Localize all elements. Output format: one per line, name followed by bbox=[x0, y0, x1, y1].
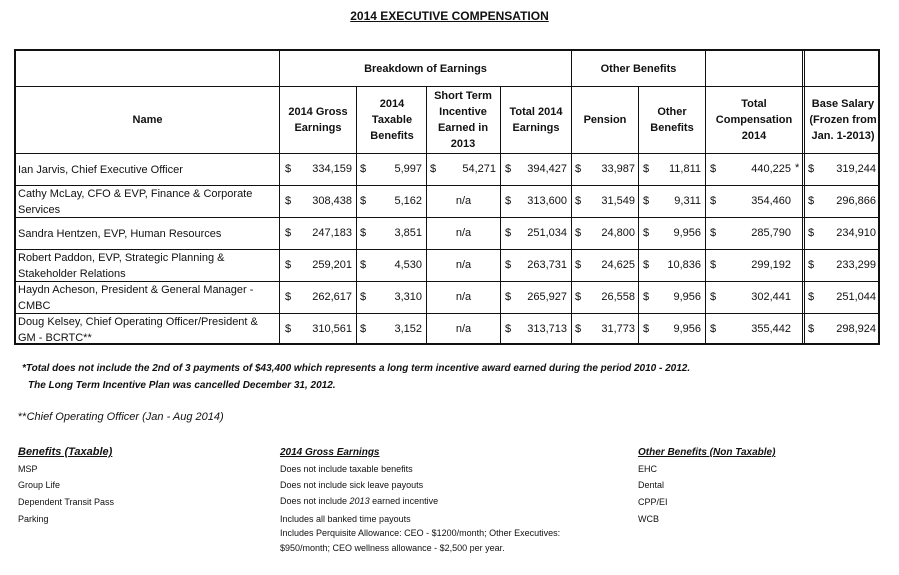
footnote-coo-text: Chief Operating Officer (Jan - Aug 2014) bbox=[26, 411, 224, 423]
currency-symbol: $ bbox=[643, 291, 650, 303]
currency-symbol: $ bbox=[505, 259, 512, 271]
legend-gross-item: Does not include sick leave payouts bbox=[280, 480, 424, 490]
cell-total-earnings: 313,600 bbox=[527, 195, 567, 207]
currency-symbol: $ bbox=[808, 227, 815, 239]
cell-taxable: 3,152 bbox=[394, 323, 422, 335]
cell-base: 251,044 bbox=[836, 291, 876, 303]
cell-not-applicable: n/a bbox=[455, 227, 472, 239]
currency-symbol: $ bbox=[505, 291, 512, 303]
currency-symbol: $ bbox=[285, 291, 292, 303]
currency-symbol: $ bbox=[575, 323, 582, 335]
legend-nontaxable-item: CPP/EI bbox=[638, 497, 668, 507]
currency-symbol: $ bbox=[710, 227, 717, 239]
cell-gross: 308,438 bbox=[312, 195, 352, 207]
currency-symbol: $ bbox=[710, 195, 717, 207]
executive-name: Ian Jarvis, Chief Executive Officer bbox=[18, 163, 183, 176]
cell-not-applicable: n/a bbox=[455, 195, 472, 207]
cell-other: 9,311 bbox=[674, 195, 701, 207]
cell-pension: 33,987 bbox=[601, 163, 635, 175]
legend-taxable-item: Dependent Transit Pass bbox=[18, 497, 115, 507]
currency-symbol: $ bbox=[808, 163, 815, 175]
group-header-benefits: Other Benefits bbox=[600, 62, 677, 75]
legend-nontaxable-item: EHC bbox=[638, 464, 658, 474]
currency-symbol: $ bbox=[643, 323, 650, 335]
col-header-name: Name bbox=[132, 114, 163, 126]
currency-symbol: $ bbox=[710, 163, 717, 175]
footnote-star-2: The Long Term Incentive Plan was cancelled December 31, 2012. bbox=[28, 380, 336, 391]
cell-taxable: 4,530 bbox=[394, 259, 422, 271]
column-divider bbox=[804, 51, 805, 343]
legend-gross-item: Includes all banked time payouts bbox=[280, 514, 411, 524]
currency-symbol: $ bbox=[285, 323, 292, 335]
footnote-star: *Total does not include the 2nd of 3 payments of $43,400 which represents a long term incentive award earned during the period 2010 - 2012. bbox=[22, 363, 691, 374]
legend-taxable-item: Parking bbox=[18, 514, 49, 524]
executive-name: Haydn Acheson, President & General Manager - CMBC bbox=[18, 283, 254, 312]
column-divider bbox=[638, 86, 639, 343]
column-divider bbox=[500, 86, 501, 343]
cell-total-comp: 354,460 bbox=[751, 195, 791, 207]
cell-total-earnings: 263,731 bbox=[527, 259, 567, 271]
col-header-taxable: 2014 Taxable Benefits bbox=[370, 98, 414, 142]
cell-pension: 31,773 bbox=[601, 323, 635, 335]
cell-pension: 26,558 bbox=[601, 291, 635, 303]
currency-symbol: $ bbox=[575, 227, 582, 239]
cell-total-comp: 299,192 bbox=[751, 259, 791, 271]
column-divider bbox=[356, 86, 357, 343]
cell-gross: 334,159 bbox=[312, 163, 352, 175]
currency-symbol: $ bbox=[505, 227, 512, 239]
cell-total-earnings: 251,034 bbox=[527, 227, 567, 239]
cell-pension: 31,549 bbox=[601, 195, 635, 207]
column-divider bbox=[426, 86, 427, 343]
currency-symbol: $ bbox=[285, 259, 292, 271]
currency-symbol: $ bbox=[710, 291, 717, 303]
footnote-coo bbox=[18, 411, 224, 423]
currency-symbol: $ bbox=[808, 323, 815, 335]
cell-total-comp: 440,225 bbox=[751, 163, 791, 175]
page-title: 2014 EXECUTIVE COMPENSATION bbox=[350, 9, 549, 23]
executive-name: Cathy McLay, CFO & EVP, Finance & Corporate Services bbox=[18, 187, 253, 216]
currency-symbol: $ bbox=[710, 259, 717, 271]
cell-taxable: 5,162 bbox=[394, 195, 422, 207]
cell-pension: 24,800 bbox=[601, 227, 635, 239]
legend-gross-item: Does not include taxable benefits bbox=[280, 464, 413, 474]
cell-other: 9,956 bbox=[673, 291, 701, 303]
currency-symbol: $ bbox=[285, 195, 292, 207]
cell-base: 319,244 bbox=[836, 163, 876, 175]
cell-not-applicable: n/a bbox=[455, 291, 472, 303]
legend-gross-item3-c: earned incentive bbox=[369, 496, 439, 506]
column-divider bbox=[279, 51, 280, 343]
cell-other: 10,836 bbox=[667, 259, 701, 271]
currency-symbol: $ bbox=[643, 163, 650, 175]
footnote-coo-prefix: ** bbox=[18, 411, 27, 423]
currency-symbol: $ bbox=[505, 195, 512, 207]
currency-symbol: $ bbox=[808, 259, 815, 271]
cell-total-comp: 302,441 bbox=[751, 291, 791, 303]
cell-total-earnings: 265,927 bbox=[527, 291, 567, 303]
cell-base: 296,866 bbox=[836, 195, 876, 207]
cell-not-applicable: n/a bbox=[455, 259, 472, 271]
currency-symbol: $ bbox=[808, 291, 815, 303]
cell-sti: 54,271 bbox=[462, 163, 496, 175]
legend-gross-item: Includes Perquisite Allowance: CEO - $1200/month; Other Executives: $950/month; CEO wellness allowance - $2,500 per year. bbox=[280, 528, 561, 553]
cell-not-applicable: n/a bbox=[455, 323, 472, 335]
executive-name: Robert Paddon, EVP, Strategic Planning & Stakeholder Relations bbox=[18, 251, 225, 280]
cell-other: 9,956 bbox=[673, 323, 701, 335]
currency-symbol: $ bbox=[643, 227, 650, 239]
currency-symbol: $ bbox=[360, 227, 367, 239]
column-divider bbox=[802, 51, 803, 343]
group-header-earnings: Breakdown of Earnings bbox=[364, 62, 487, 75]
cell-total-comp: 355,442 bbox=[751, 323, 791, 335]
currency-symbol: $ bbox=[360, 163, 367, 175]
cell-gross: 259,201 bbox=[312, 259, 352, 271]
col-header-total-comp: Total Compensation 2014 bbox=[715, 98, 793, 142]
cell-taxable: 3,310 bbox=[394, 291, 422, 303]
column-divider bbox=[705, 51, 706, 343]
cell-taxable: 5,997 bbox=[394, 163, 422, 175]
legend-taxable-item: MSP bbox=[18, 464, 38, 474]
cell-gross: 247,183 bbox=[312, 227, 352, 239]
compensation-table bbox=[14, 49, 880, 345]
cell-taxable: 3,851 bbox=[394, 227, 422, 239]
cell-pension: 24,625 bbox=[601, 259, 635, 271]
currency-symbol: $ bbox=[575, 259, 582, 271]
currency-symbol: $ bbox=[360, 323, 367, 335]
col-header-total-earnings: Total 2014 Earnings bbox=[509, 106, 563, 134]
cell-total-earnings: 313,713 bbox=[527, 323, 567, 335]
currency-symbol: $ bbox=[505, 163, 512, 175]
currency-symbol: $ bbox=[285, 227, 292, 239]
currency-symbol: $ bbox=[360, 259, 367, 271]
currency-symbol: $ bbox=[360, 195, 367, 207]
currency-symbol: $ bbox=[285, 163, 292, 175]
col-header-pension: Pension bbox=[583, 114, 627, 126]
legend-gross-item3-b: 2013 bbox=[349, 496, 370, 506]
footnote-marker: * bbox=[795, 162, 800, 174]
col-header-base: Base Salary (Frozen from Jan. 1-2013) bbox=[809, 98, 877, 142]
cell-base: 233,299 bbox=[836, 259, 876, 271]
cell-gross: 262,617 bbox=[312, 291, 352, 303]
cell-base: 234,910 bbox=[836, 227, 876, 239]
col-header-gross: 2014 Gross Earnings bbox=[288, 106, 348, 134]
legend-nontaxable-heading: Other Benefits (Non Taxable) bbox=[638, 447, 776, 458]
currency-symbol: $ bbox=[808, 195, 815, 207]
legend-taxable-heading: Benefits (Taxable) bbox=[18, 446, 113, 458]
currency-symbol: $ bbox=[575, 291, 582, 303]
executive-name: Sandra Hentzen, EVP, Human Resources bbox=[18, 227, 222, 240]
executive-name: Doug Kelsey, Chief Operating Officer/President & GM - BCRTC** bbox=[18, 315, 258, 344]
cell-other: 9,956 bbox=[673, 227, 701, 239]
cell-gross: 310,561 bbox=[312, 323, 352, 335]
legend-gross-heading: 2014 Gross Earnings bbox=[280, 447, 380, 458]
currency-symbol: $ bbox=[575, 195, 582, 207]
cell-total-comp: 285,790 bbox=[751, 227, 791, 239]
currency-symbol: $ bbox=[710, 323, 717, 335]
cell-other: 11,811 bbox=[668, 163, 701, 175]
currency-symbol: $ bbox=[430, 163, 437, 175]
cell-base: 298,924 bbox=[836, 323, 876, 335]
legend-taxable-item: Group Life bbox=[18, 480, 61, 490]
legend-nontaxable-item: Dental bbox=[638, 480, 665, 490]
currency-symbol: $ bbox=[643, 259, 650, 271]
col-header-sti: Short Term Incentive Earned in 2013 bbox=[434, 90, 492, 150]
legend-gross-item bbox=[280, 496, 438, 506]
currency-symbol: $ bbox=[575, 163, 582, 175]
legend-nontaxable-item: WCB bbox=[638, 514, 659, 524]
legend-gross-item3-a: Does not include bbox=[280, 496, 350, 506]
currency-symbol: $ bbox=[643, 195, 650, 207]
col-header-other: Other Benefits bbox=[650, 106, 694, 134]
currency-symbol: $ bbox=[505, 323, 512, 335]
currency-symbol: $ bbox=[360, 291, 367, 303]
cell-total-earnings: 394,427 bbox=[527, 163, 567, 175]
